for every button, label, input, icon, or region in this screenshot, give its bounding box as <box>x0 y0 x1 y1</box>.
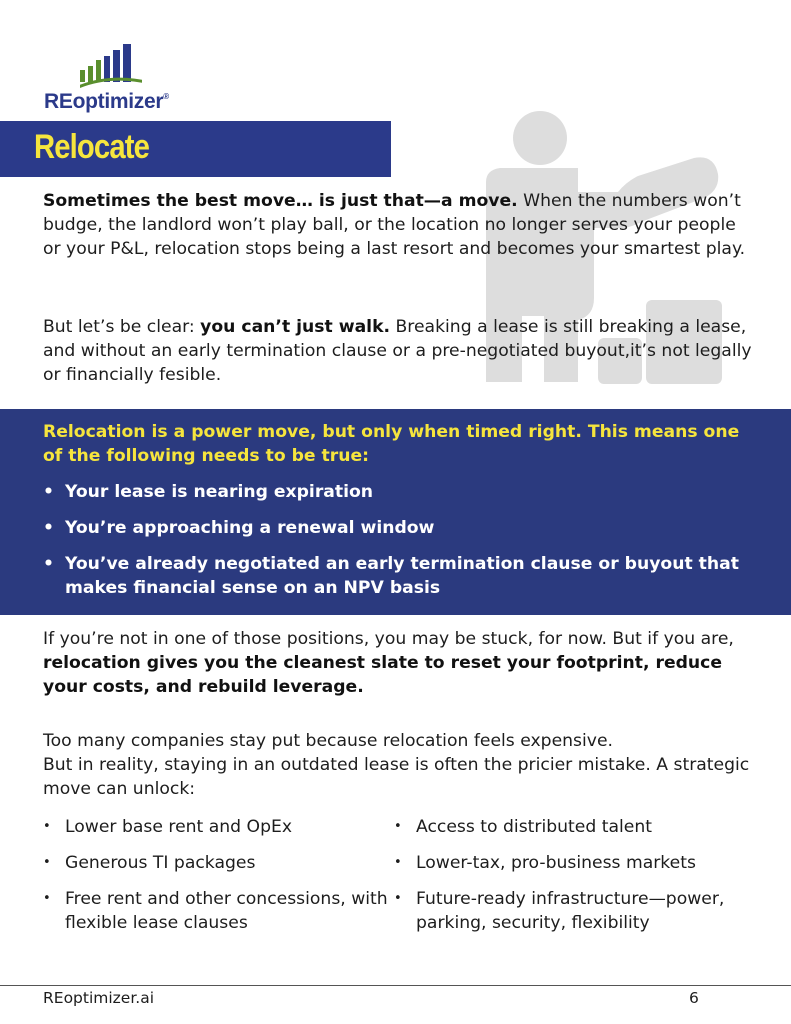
too-many-paragraph <box>43 729 753 801</box>
timing-callout <box>0 409 791 615</box>
bullet-icon: • <box>43 891 51 906</box>
footer-divider <box>0 985 791 986</box>
clear-text: Breaking a lease is still breaking a lease, and without an early termination clause or a pre-negotiated buyout,it’s not legally or financially fesible. <box>43 317 752 385</box>
benefit-item: • Lower base rent and OpEx <box>43 817 293 837</box>
callout-item: • Your lease is nearing expiration <box>43 482 374 502</box>
clear-bold: you can’t just walk. <box>200 317 391 337</box>
clear-pre: But let’s be clear: <box>43 317 201 337</box>
benefit-item: • Free rent and other concessions, with flexible lease clauses <box>43 889 388 933</box>
logo-wordmark: REoptimizer® <box>44 90 169 113</box>
positions-bold: relocation gives you the cleanest slate to reset your footprint, reduce your costs, and rebuild leverage. <box>43 653 722 697</box>
clear-paragraph <box>43 315 753 387</box>
too-many-line-2: But in reality, staying in an outdated lease is often the pricier mistake. A strategic move can unlock: <box>43 755 750 799</box>
positions-text: If you’re not in one of those positions, you may be stuck, for now. But if you are, <box>43 629 734 649</box>
intro-bold: Sometimes the best move… is just that—a move. <box>43 191 518 211</box>
benefit-item: • Future-ready infrastructure—power, parking, security, flexibility <box>394 889 725 933</box>
bar-graph-logo-icon <box>80 44 142 90</box>
callout-item: • You’ve already negotiated an early termination clause or buyout that makes financial sense on an NPV basis <box>43 554 739 598</box>
bullet-icon: • <box>394 819 402 834</box>
page-title: Relocate <box>34 128 150 166</box>
callout-lead: Relocation is a power move, but only when timed right. This means one of the following needs to be true: <box>43 422 740 466</box>
positions-paragraph <box>43 627 753 699</box>
bullet-icon: • <box>394 891 402 906</box>
bullet-icon: • <box>394 855 402 870</box>
benefit-item: • Lower-tax, pro-business markets <box>394 853 696 873</box>
bullet-icon: • <box>43 819 51 834</box>
section-title-band <box>0 121 391 177</box>
bullet-icon: • <box>43 855 51 870</box>
bullet-icon: • <box>43 482 54 502</box>
brand-logo <box>44 44 194 114</box>
callout-item: • You’re approaching a renewal window <box>43 518 435 538</box>
benefit-item: • Generous TI packages <box>43 853 256 873</box>
bullet-icon: • <box>43 518 54 538</box>
benefit-item: • Access to distributed talent <box>394 817 652 837</box>
too-many-line-1: Too many companies stay put because relocation feels expensive. <box>43 731 613 751</box>
intro-text: When the numbers won’t budge, the landlord won’t play ball, or the location no longer serves your people or your P&L, relocation stops being a last resort and becomes your smartest play. <box>43 191 746 259</box>
footer-website: REoptimizer.ai <box>43 989 155 1007</box>
page-number: 6 <box>689 989 699 1007</box>
bullet-icon: • <box>43 554 54 574</box>
intro-paragraph <box>43 189 753 261</box>
